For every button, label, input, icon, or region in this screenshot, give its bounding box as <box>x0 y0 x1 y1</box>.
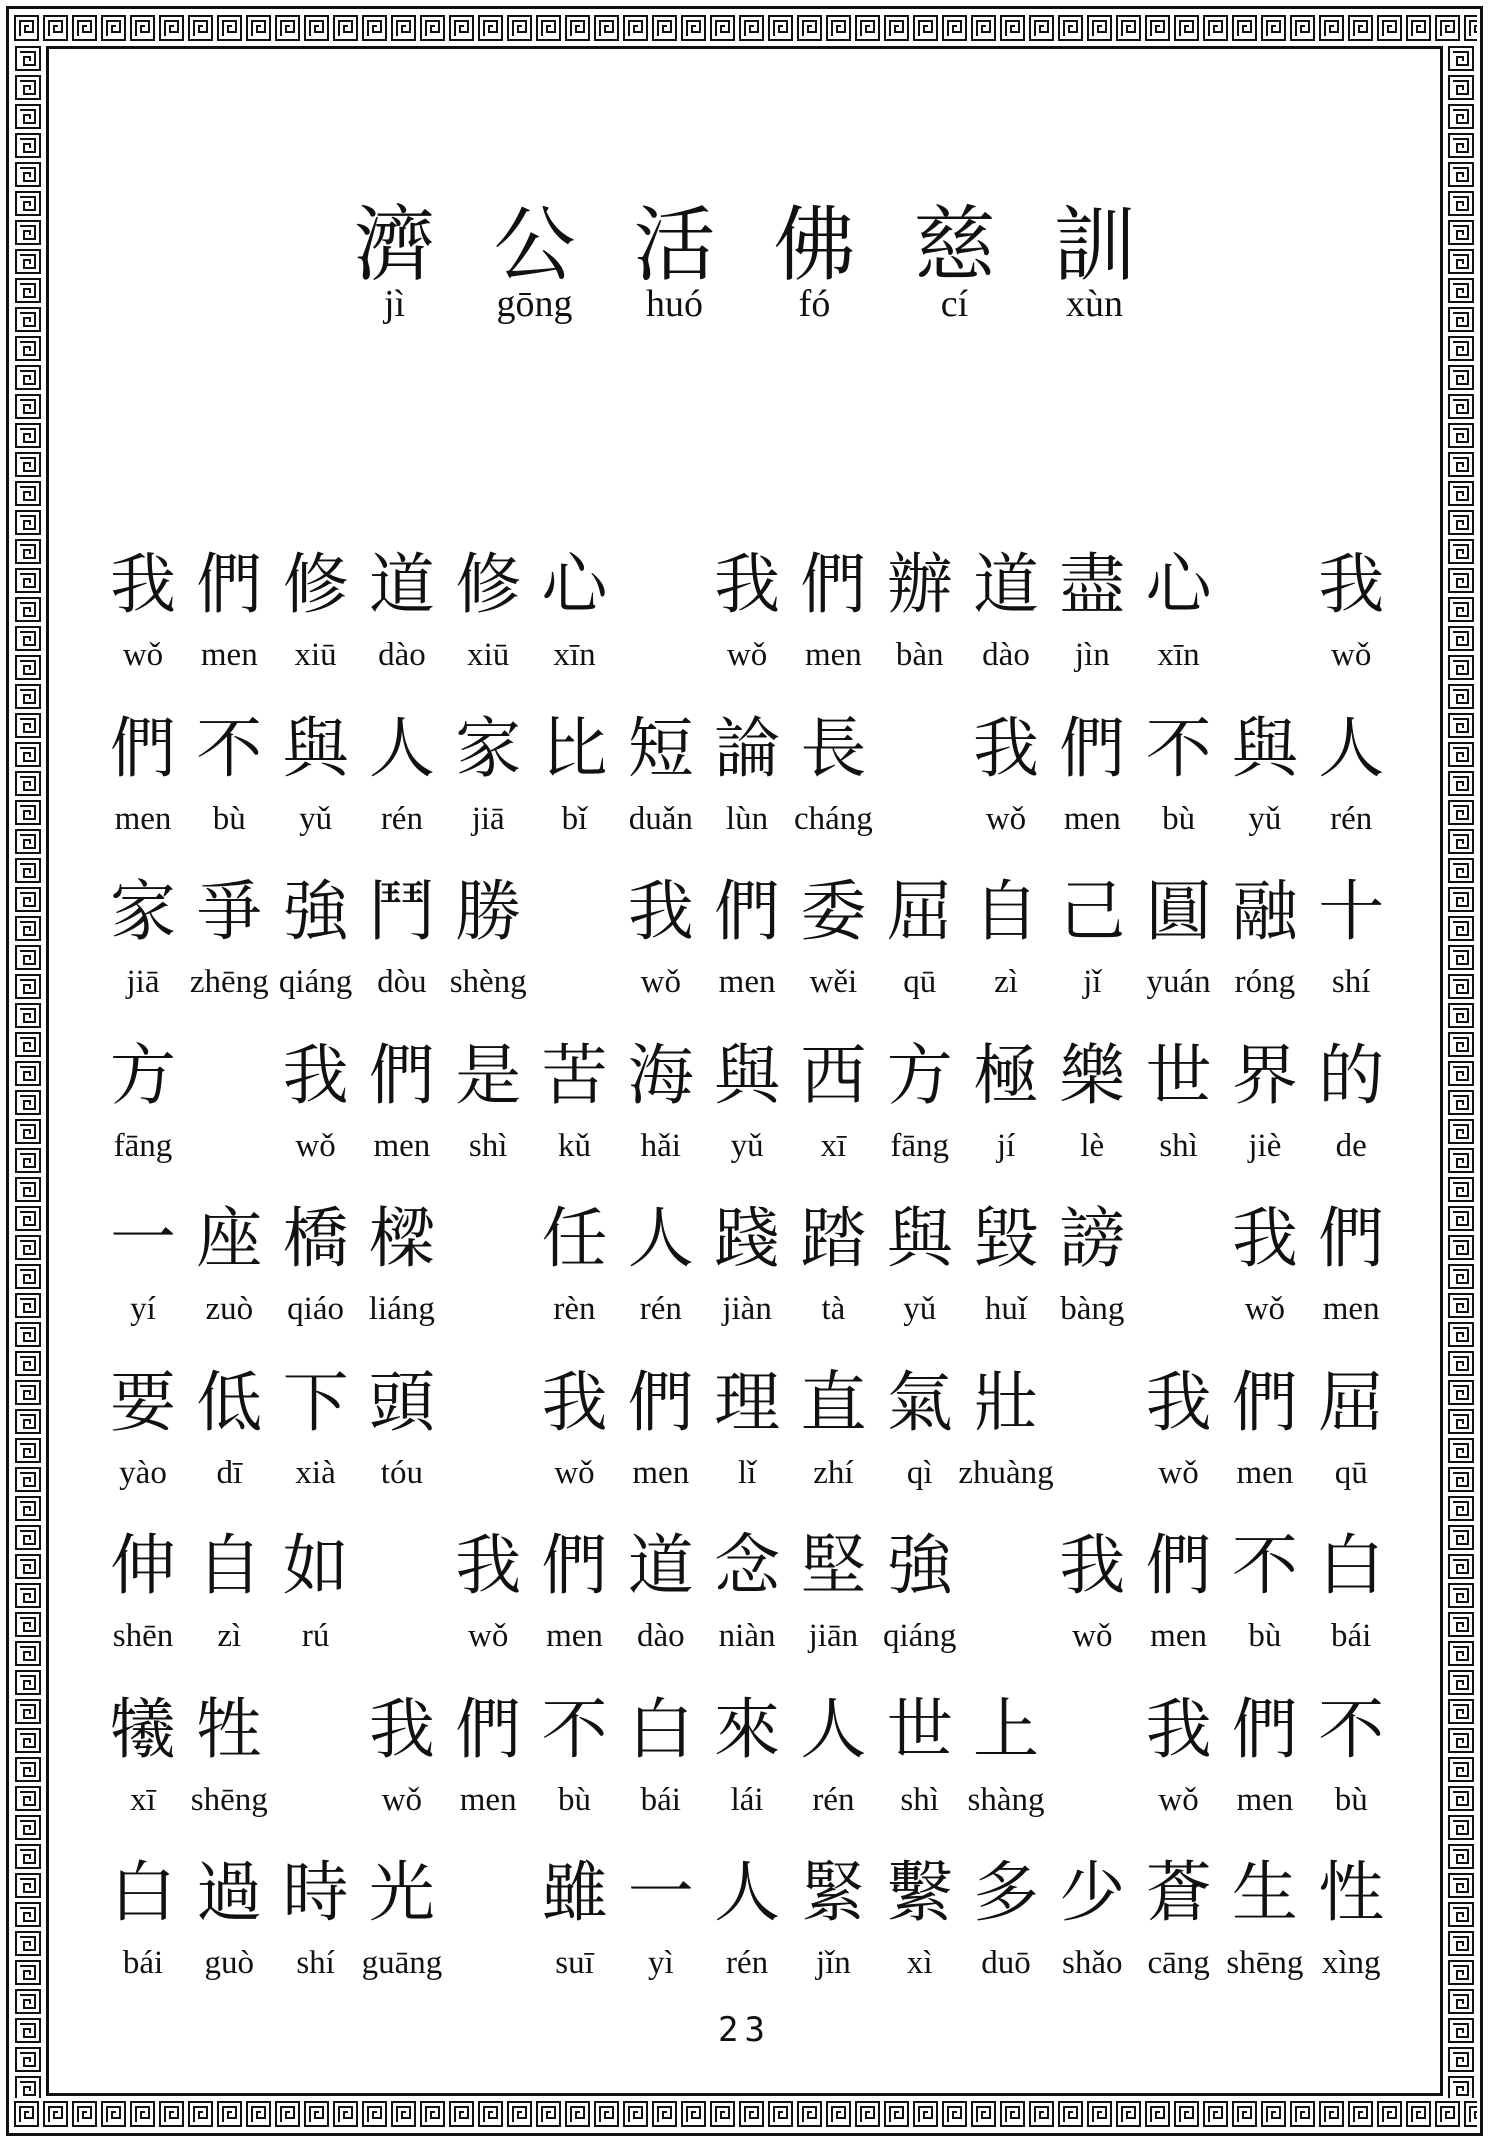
pinyin-syllable: niàn <box>718 1618 776 1654</box>
pinyin-syllable: rén <box>639 1291 682 1327</box>
pinyin-syllable: xīn <box>1157 637 1200 673</box>
pinyin-syllable: wǒ <box>468 1618 509 1654</box>
pinyin-syllable: xìng <box>1321 1945 1381 1981</box>
hanzi-character: 們 <box>1231 1363 1298 1441</box>
pinyin-syllable: men <box>1063 800 1121 837</box>
pinyin-syllable: shí <box>1331 964 1371 1000</box>
hanzi-character: 人 <box>714 1854 781 1931</box>
text-line <box>103 862 1393 1012</box>
text-line <box>103 1843 1393 1993</box>
pinyin-syllable: qì <box>906 1454 933 1491</box>
hanzi-character: 念 <box>714 1527 781 1604</box>
pinyin-syllable: rén <box>726 1945 769 1981</box>
hanzi-character: 我 <box>541 1363 608 1441</box>
hanzi-character: 家 <box>110 873 176 950</box>
hanzi-character: 氣 <box>886 1363 953 1441</box>
pinyin-syllable: de <box>1335 1127 1367 1164</box>
text-line <box>103 535 1393 685</box>
pinyin-syllable: dī <box>216 1454 243 1491</box>
hanzi-character: 不 <box>1145 709 1212 787</box>
hanzi-character: 勝 <box>455 873 522 950</box>
pinyin-syllable: wǒ <box>985 800 1027 837</box>
text-line <box>103 1189 1393 1339</box>
pinyin-syllable: yǔ <box>730 1127 764 1164</box>
hanzi-character: 樑 <box>368 1200 435 1277</box>
hanzi-character: 雖 <box>541 1854 608 1931</box>
title-pinyin-syllable: cí <box>940 283 969 325</box>
pinyin-syllable: shì <box>900 1781 939 1818</box>
pinyin-syllable: lái <box>730 1781 764 1818</box>
title-char: 訓 <box>1053 198 1136 293</box>
text-line <box>103 699 1393 849</box>
hanzi-character: 我 <box>1231 1200 1298 1277</box>
hanzi-character: 一 <box>627 1854 694 1931</box>
pinyin-syllable: guāng <box>361 1945 443 1981</box>
hanzi-character: 不 <box>541 1690 608 1768</box>
pinyin-syllable: dòu <box>377 964 427 1000</box>
character-cell <box>1052 1189 1132 1329</box>
pinyin-syllable: rén <box>380 800 423 837</box>
hanzi-character: 海 <box>627 1036 694 1114</box>
character-cell <box>880 1516 960 1656</box>
hanzi-character: 上 <box>973 1690 1039 1768</box>
title-char: 公 <box>493 198 576 293</box>
pinyin-syllable: zhuàng <box>958 1454 1054 1491</box>
pinyin-syllable: zuò <box>205 1291 254 1327</box>
fret-border-left <box>12 44 44 2098</box>
pinyin-syllable: lè <box>1080 1127 1105 1164</box>
hanzi-character: 們 <box>541 1527 608 1604</box>
character-cell <box>793 699 873 839</box>
character-cell <box>966 1680 1046 1820</box>
pinyin-syllable: zì <box>217 1618 242 1654</box>
hanzi-character: 們 <box>627 1363 694 1441</box>
pinyin-syllable: wǒ <box>1158 1781 1199 1818</box>
title-hanzi <box>0 180 1489 297</box>
pinyin-syllable: dào <box>378 637 426 673</box>
hanzi-character: 時 <box>282 1854 349 1931</box>
hanzi-character: 們 <box>1145 1527 1212 1604</box>
hanzi-character: 低 <box>196 1363 263 1441</box>
pinyin-syllable: jǐn <box>815 1945 851 1981</box>
hanzi-character: 來 <box>714 1690 781 1768</box>
pinyin-syllable: zì <box>994 964 1018 1000</box>
character-cell <box>276 1516 356 1656</box>
fret-border-top <box>12 12 1477 44</box>
pinyin-syllable: rén <box>1330 800 1373 837</box>
pinyin-syllable: qiáng <box>278 964 353 1000</box>
pinyin-syllable: xiū <box>467 637 510 673</box>
pinyin-syllable: men <box>1322 1291 1380 1327</box>
hanzi-character: 強 <box>282 873 349 950</box>
pinyin-syllable: jiàn <box>722 1291 772 1327</box>
pinyin-syllable: bù <box>1162 800 1196 837</box>
pinyin-syllable: men <box>1236 1454 1294 1491</box>
title-char: 慈 <box>913 198 996 293</box>
hanzi-character: 座 <box>196 1200 263 1277</box>
hanzi-character: 道 <box>368 546 435 623</box>
hanzi-character: 爭 <box>196 873 263 950</box>
hanzi-character: 方 <box>886 1036 953 1114</box>
pinyin-syllable: men <box>804 637 862 673</box>
hanzi-character: 白 <box>627 1690 694 1768</box>
hanzi-character: 人 <box>368 709 435 787</box>
page-number: 23 <box>718 2010 771 2050</box>
hanzi-character: 家 <box>455 709 522 787</box>
pinyin-syllable: zhí <box>813 1454 854 1491</box>
character-cell <box>1311 1026 1391 1166</box>
pinyin-syllable: shì <box>1159 1127 1198 1164</box>
hanzi-character: 盡 <box>1059 546 1126 623</box>
pinyin-syllable: jìn <box>1074 637 1110 673</box>
hanzi-character: 不 <box>1318 1690 1385 1768</box>
hanzi-character: 們 <box>455 1690 522 1768</box>
fret-border-bottom <box>12 2098 1477 2130</box>
pinyin-syllable: qiáng <box>883 1618 957 1654</box>
hanzi-character: 踏 <box>800 1200 867 1277</box>
hanzi-character: 西 <box>800 1036 867 1114</box>
character-cell <box>1311 1680 1391 1820</box>
hanzi-character: 性 <box>1318 1854 1385 1931</box>
hanzi-character: 我 <box>627 873 694 950</box>
pinyin-syllable: jiā <box>471 800 505 837</box>
hanzi-character: 苦 <box>541 1036 608 1114</box>
hanzi-character: 白 <box>110 1854 176 1931</box>
hanzi-character: 己 <box>1059 873 1126 950</box>
pinyin-syllable: wǒ <box>1331 637 1372 673</box>
hanzi-character: 們 <box>1231 1690 1298 1768</box>
hanzi-character: 橋 <box>282 1200 349 1277</box>
hanzi-character: 我 <box>110 546 176 623</box>
pinyin-syllable: dào <box>982 637 1030 673</box>
pinyin-syllable: men <box>373 1127 431 1164</box>
character-cell <box>448 862 528 1002</box>
pinyin-syllable: duǎn <box>628 800 693 837</box>
pinyin-syllable: yǔ <box>1248 800 1282 837</box>
pinyin-syllable: guò <box>204 1945 255 1981</box>
hanzi-character: 是 <box>455 1036 522 1114</box>
title-char: 濟 <box>353 198 436 293</box>
pinyin-syllable: men <box>1236 1781 1294 1818</box>
pinyin-syllable: rú <box>301 1618 330 1654</box>
character-cell <box>362 1189 442 1329</box>
pinyin-syllable: bù <box>212 800 246 837</box>
title-pinyin-syllable: gōng <box>496 283 573 325</box>
pinyin-syllable: xī <box>130 1781 156 1818</box>
pinyin-syllable: wǒ <box>1158 1454 1199 1491</box>
hanzi-character: 我 <box>973 709 1039 787</box>
pinyin-syllable: shēng <box>190 1781 268 1818</box>
pinyin-syllable: hǎi <box>640 1127 681 1164</box>
character-cell <box>362 1843 442 1983</box>
pinyin-syllable: yǔ <box>903 1291 937 1327</box>
character-cell <box>103 1026 183 1166</box>
pinyin-syllable: yuán <box>1146 964 1211 1000</box>
pinyin-syllable: bù <box>558 1781 591 1818</box>
hanzi-character: 長 <box>800 709 867 787</box>
hanzi-character: 人 <box>627 1200 694 1277</box>
hanzi-character: 比 <box>541 709 608 787</box>
pinyin-syllable: qū <box>1334 1454 1368 1491</box>
pinyin-syllable: bái <box>640 1781 681 1818</box>
pinyin-syllable: duō <box>981 1945 1031 1981</box>
pinyin-syllable: huǐ <box>984 1291 1028 1327</box>
pinyin-syllable: men <box>459 1781 517 1818</box>
hanzi-character: 十 <box>1318 873 1385 950</box>
hanzi-character: 壯 <box>973 1363 1039 1441</box>
character-cell <box>189 1680 269 1820</box>
hanzi-character: 界 <box>1231 1036 1298 1114</box>
hanzi-character: 世 <box>886 1690 953 1768</box>
hanzi-character: 如 <box>282 1527 349 1604</box>
hanzi-character: 自 <box>973 873 1039 950</box>
hanzi-character: 心 <box>541 546 608 623</box>
hanzi-character: 我 <box>455 1527 522 1604</box>
title-pinyin-syllable: huó <box>646 283 703 325</box>
text-line <box>103 1353 1393 1503</box>
pinyin-syllable: shǎo <box>1062 1945 1123 1981</box>
pinyin-syllable: rèn <box>553 1291 596 1327</box>
pinyin-syllable: xì <box>906 1945 933 1981</box>
pinyin-syllable: bàn <box>895 637 944 673</box>
hanzi-character: 們 <box>714 873 781 950</box>
pinyin-syllable: zhēng <box>189 964 269 1000</box>
pinyin-syllable: dào <box>636 1618 685 1654</box>
pinyin-syllable: fāng <box>113 1127 173 1164</box>
pinyin-syllable: bái <box>1331 1618 1372 1654</box>
hanzi-character: 我 <box>714 546 781 623</box>
pinyin-syllable: tà <box>821 1291 846 1327</box>
hanzi-character: 極 <box>973 1036 1039 1114</box>
hanzi-character: 世 <box>1145 1036 1212 1114</box>
pinyin-syllable: shàng <box>967 1781 1045 1818</box>
hanzi-character: 修 <box>455 546 522 623</box>
hanzi-character: 光 <box>368 1854 435 1931</box>
hanzi-character: 牲 <box>196 1690 263 1768</box>
hanzi-character: 一 <box>110 1200 176 1277</box>
pinyin-syllable: bǐ <box>561 800 588 837</box>
hanzi-character: 道 <box>973 546 1039 623</box>
hanzi-character: 與 <box>1231 709 1298 787</box>
pinyin-syllable: bàng <box>1060 1291 1125 1327</box>
pinyin-syllable: wǒ <box>726 637 768 673</box>
hanzi-character: 我 <box>368 1690 435 1768</box>
hanzi-character: 與 <box>886 1200 953 1277</box>
pinyin-syllable: wěi <box>809 964 858 1000</box>
hanzi-character: 伸 <box>110 1527 176 1604</box>
pinyin-syllable: yí <box>130 1291 156 1327</box>
pinyin-syllable: wǒ <box>381 1781 423 1818</box>
hanzi-character: 理 <box>714 1363 781 1441</box>
pinyin-syllable: jǐ <box>1083 964 1102 1000</box>
text-line <box>103 1680 1393 1830</box>
fret-border-right <box>1445 44 1477 2098</box>
pinyin-syllable: men <box>200 637 258 673</box>
pinyin-syllable: men <box>546 1618 603 1654</box>
hanzi-character: 樂 <box>1059 1036 1126 1114</box>
pinyin-syllable: yào <box>119 1454 167 1491</box>
character-cell <box>1311 699 1391 839</box>
hanzi-character: 頭 <box>368 1363 435 1441</box>
pinyin-syllable: bù <box>1248 1618 1282 1654</box>
hanzi-character: 與 <box>714 1036 781 1114</box>
hanzi-character: 的 <box>1318 1036 1385 1114</box>
hanzi-character: 繫 <box>886 1854 953 1931</box>
pinyin-syllable: wǒ <box>122 637 164 673</box>
pinyin-syllable: jiān <box>808 1618 859 1654</box>
hanzi-character: 犧 <box>110 1690 176 1768</box>
pinyin-syllable: shēn <box>112 1618 174 1654</box>
pinyin-syllable: bái <box>122 1945 164 1981</box>
text-line <box>103 1516 1393 1666</box>
hanzi-character: 謗 <box>1059 1200 1126 1277</box>
title-pinyin <box>0 282 1489 326</box>
hanzi-character: 毀 <box>973 1200 1039 1277</box>
hanzi-character: 自 <box>196 1527 263 1604</box>
character-cell <box>1311 1843 1391 1983</box>
pinyin-syllable: men <box>1150 1618 1207 1654</box>
pinyin-syllable: wǒ <box>640 964 681 1000</box>
character-cell <box>535 535 615 675</box>
pinyin-syllable: men <box>718 964 776 1000</box>
hanzi-character: 論 <box>714 709 781 787</box>
pinyin-syllable: xīn <box>553 637 596 673</box>
title-pinyin-syllable: fó <box>798 283 831 325</box>
pinyin-syllable: men <box>114 800 172 837</box>
hanzi-character: 強 <box>886 1527 953 1604</box>
hanzi-character: 辦 <box>886 546 953 623</box>
hanzi-character: 鬥 <box>368 873 435 950</box>
hanzi-character: 緊 <box>800 1854 867 1931</box>
pinyin-syllable: shì <box>468 1127 508 1164</box>
hanzi-character: 方 <box>110 1036 176 1114</box>
hanzi-character: 任 <box>541 1200 608 1277</box>
title-char: 活 <box>633 198 716 293</box>
pinyin-syllable: shēng <box>1226 1945 1304 1981</box>
character-cell <box>362 1353 442 1493</box>
hanzi-character: 我 <box>282 1036 349 1114</box>
pinyin-syllable: jiā <box>126 964 160 1000</box>
hanzi-character: 踐 <box>714 1200 781 1277</box>
pinyin-syllable: liáng <box>368 1291 435 1327</box>
hanzi-character: 圓 <box>1145 873 1212 950</box>
hanzi-character: 多 <box>973 1854 1039 1931</box>
pinyin-syllable: yì <box>647 1945 674 1981</box>
hanzi-character: 屈 <box>1318 1363 1385 1441</box>
hanzi-character: 修 <box>282 546 349 623</box>
pinyin-syllable: men <box>632 1454 690 1491</box>
hanzi-character: 直 <box>800 1363 867 1441</box>
hanzi-character: 我 <box>1059 1527 1126 1604</box>
pinyin-syllable: rén <box>812 1781 855 1818</box>
pinyin-syllable: jí <box>996 1127 1016 1164</box>
pinyin-syllable: shí <box>296 1945 335 1981</box>
pinyin-syllable: lùn <box>726 800 769 837</box>
character-cell <box>1311 1516 1391 1656</box>
pinyin-syllable: qū <box>903 964 937 1000</box>
hanzi-character: 短 <box>627 709 694 787</box>
pinyin-syllable: róng <box>1234 964 1296 1000</box>
hanzi-character: 不 <box>1231 1527 1298 1604</box>
character-cell <box>1139 535 1219 675</box>
pinyin-syllable: wǒ <box>1072 1618 1113 1654</box>
pinyin-syllable: tóu <box>380 1454 423 1491</box>
character-cell <box>1311 535 1391 675</box>
hanzi-character: 生 <box>1231 1854 1298 1931</box>
hanzi-character: 我 <box>1145 1690 1212 1768</box>
hanzi-character: 們 <box>1318 1200 1385 1277</box>
character-cell <box>1311 1353 1391 1493</box>
hanzi-character: 與 <box>282 709 349 787</box>
pinyin-syllable: wǒ <box>554 1454 595 1491</box>
hanzi-character: 蒼 <box>1145 1854 1212 1931</box>
hanzi-character: 人 <box>800 1690 867 1768</box>
title-pinyin-syllable: jì <box>383 283 406 325</box>
hanzi-character: 們 <box>368 1036 435 1114</box>
hanzi-character: 我 <box>1318 546 1385 623</box>
hanzi-character: 們 <box>110 709 176 787</box>
hanzi-character: 白 <box>1318 1527 1385 1604</box>
pinyin-syllable: kǔ <box>558 1127 591 1164</box>
pinyin-syllable: fāng <box>890 1127 949 1164</box>
hanzi-character: 屈 <box>886 873 953 950</box>
character-cell <box>1311 1189 1391 1329</box>
character-cell <box>958 1353 1054 1493</box>
hanzi-character: 堅 <box>800 1527 867 1604</box>
hanzi-character: 要 <box>110 1363 176 1441</box>
pinyin-syllable: xī <box>820 1127 847 1164</box>
hanzi-character: 們 <box>800 546 867 623</box>
pinyin-syllable: shèng <box>449 964 527 1000</box>
title-pinyin-syllable: xùn <box>1066 283 1123 325</box>
title-char: 佛 <box>773 198 856 293</box>
pinyin-syllable: yǔ <box>299 800 333 837</box>
hanzi-character: 我 <box>1145 1363 1212 1441</box>
character-cell <box>1311 862 1391 1002</box>
pinyin-syllable: bù <box>1334 1781 1368 1818</box>
hanzi-character: 人 <box>1318 709 1385 787</box>
text-line <box>103 1026 1393 1176</box>
hanzi-character: 下 <box>282 1363 349 1441</box>
pinyin-syllable: cháng <box>793 800 873 837</box>
hanzi-character: 們 <box>1059 709 1126 787</box>
pinyin-syllable: jiè <box>1248 1127 1282 1164</box>
pinyin-syllable: xiū <box>294 637 337 673</box>
hanzi-character: 少 <box>1059 1854 1126 1931</box>
hanzi-character: 不 <box>196 709 263 787</box>
hanzi-character: 委 <box>800 873 867 950</box>
hanzi-character: 過 <box>196 1854 263 1931</box>
pinyin-syllable: cāng <box>1147 1945 1210 1981</box>
pinyin-syllable: wǒ <box>295 1127 336 1164</box>
hanzi-character: 融 <box>1231 873 1298 950</box>
pinyin-syllable: lǐ <box>737 1454 757 1491</box>
hanzi-character: 們 <box>196 546 263 623</box>
pinyin-syllable: qiáo <box>287 1291 344 1327</box>
hanzi-character: 道 <box>627 1527 694 1604</box>
hanzi-character: 心 <box>1145 546 1212 623</box>
pinyin-syllable: xià <box>295 1454 336 1491</box>
pinyin-syllable: wǒ <box>1244 1291 1286 1327</box>
pinyin-syllable: suī <box>555 1945 594 1981</box>
